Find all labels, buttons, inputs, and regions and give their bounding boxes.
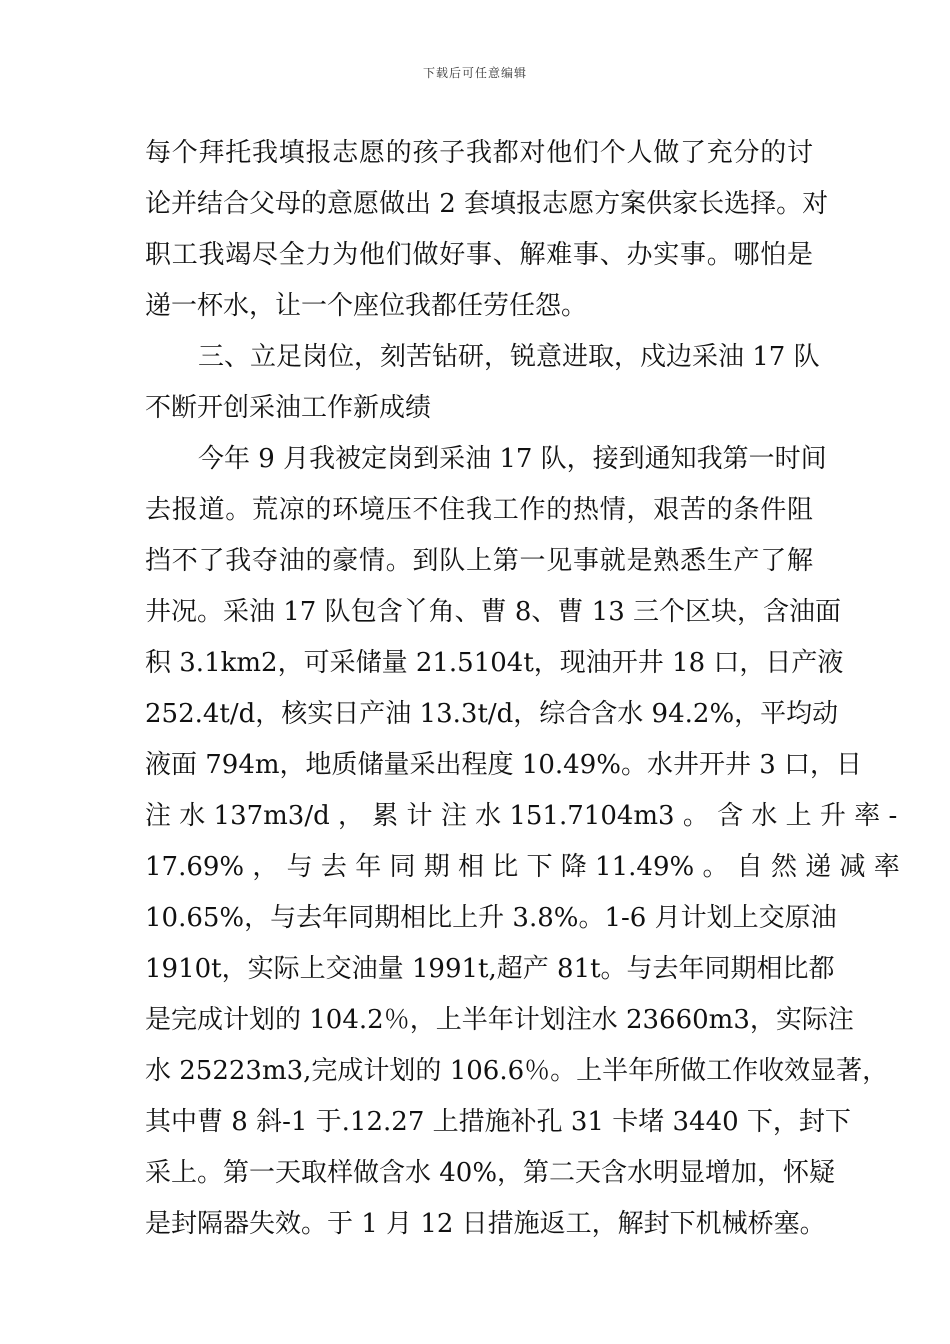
text-line: 1910t，实际上交油量 1991t,超产 81t。与去年同期相比都 <box>145 954 835 984</box>
text-line: 水 25223m3,完成计划的 106.6％。上半年所做工作收效显著， <box>145 1056 889 1086</box>
text-line: 252.4t/d，核实日产油 13.3t/d，综合含水 94.2%，平均动 <box>145 699 839 729</box>
text-line: 其中曹 8 斜-1 于.12.27 上措施补孔 31 卡堵 3440 下，封下 <box>145 1107 851 1137</box>
text-line: 采上。第一天取样做含水 40%，第二天含水明显增加，怀疑 <box>145 1158 836 1188</box>
text-line: 递一杯水，让一个座位我都任劳任怨。 <box>145 291 588 321</box>
text-line: 是封隔器失效。于 1 月 12 日措施返工，解封下机械桥塞。 <box>145 1209 826 1239</box>
text-line: 是完成计划的 104.2％，上半年计划注水 23660m3，实际注 <box>145 1005 854 1035</box>
text-line: 每个拜托我填报志愿的孩子我都对他们个人做了充分的讨 <box>145 138 813 168</box>
text-line: 挡不了我夺油的豪情。到队上第一见事就是熟悉生产了解 <box>145 546 813 576</box>
text-line: 17.69% ， 与 去 年 同 期 相 比 下 降 11.49% 。 自 然 递 减 率 <box>145 852 900 882</box>
text-line: 注 水 137m3/d ， 累 计 注 水 151.7104m3 。 含 水 上 升 率 - <box>145 801 898 831</box>
page-header: 下载后可任意编辑 <box>422 66 527 80</box>
body-text <box>145 128 900 1250</box>
text-line: 职工我竭尽全力为他们做好事、解难事、办实事。哪怕是 <box>145 240 813 270</box>
text-line: 积 3.1km2，可采储量 21.5104t，现油开井 18 口，日产液 <box>145 648 844 678</box>
text-line: 10.65%，与去年同期相比上升 3.8%。1-6 月计划上交原油 <box>145 903 837 933</box>
text-line: 不断开创采油工作新成绩 <box>145 393 432 423</box>
text-line: 今年 9 月我被定岗到采油 17 队，接到通知我第一时间 <box>198 444 827 474</box>
text-line: 三、立足岗位，刻苦钻研，锐意进取，戍边采油 17 队 <box>198 342 820 372</box>
text-line: 井况。采油 17 队包含丫角、曹 8、曹 13 三个区块，含油面 <box>145 597 842 627</box>
text-line: 去报道。荒凉的环境压不住我工作的热情，艰苦的条件阻 <box>145 495 813 525</box>
text-line: 液面 794m，地质储量采出程度 10.49%。水井开井 3 口，日 <box>145 750 863 780</box>
text-line: 论并结合父母的意愿做出 2 套填报志愿方案供家长选择。对 <box>145 189 829 219</box>
